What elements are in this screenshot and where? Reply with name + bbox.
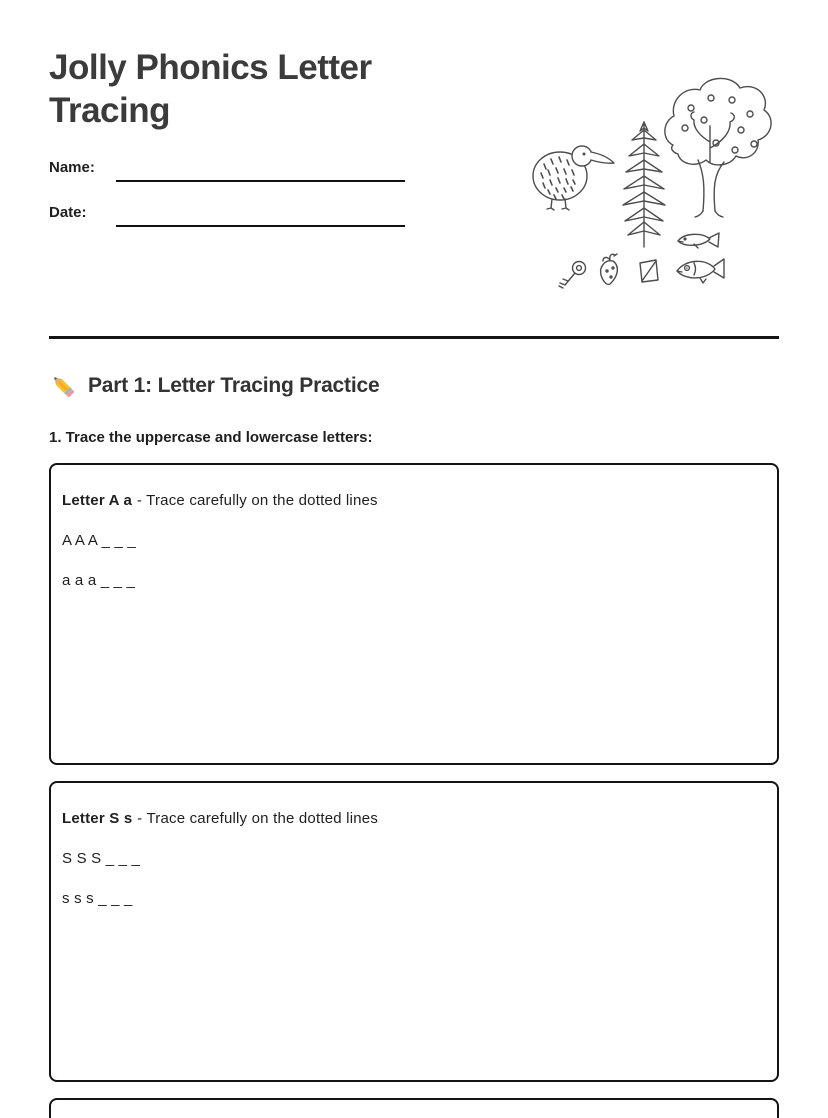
letter-label: Letter A a <box>62 492 133 509</box>
exercise-box-letter-a <box>49 463 779 765</box>
worksheet-title: Jolly Phonics Letter Tracing <box>49 48 372 130</box>
folded-card-icon <box>640 260 658 282</box>
uppercase-trace-row: A A A _ _ _ <box>62 532 136 549</box>
big-fish-icon <box>677 259 724 283</box>
phonics-illustration <box>510 70 790 300</box>
lowercase-trace-row: a a a _ _ _ <box>62 572 136 589</box>
exercise-box-partial <box>49 1098 779 1118</box>
part1-heading: Part 1: Letter Tracing Practice <box>88 374 380 397</box>
date-line <box>116 225 405 227</box>
kiwi-bird-icon <box>533 146 614 210</box>
uppercase-trace-row: S S S _ _ _ <box>62 850 141 867</box>
exercise-title-row <box>62 491 766 510</box>
fruit-tree-icon <box>665 78 771 217</box>
key-icon <box>559 262 586 289</box>
trace-note: - Trace carefully on the dotted lines <box>136 492 378 509</box>
name-line <box>116 180 405 182</box>
small-fish-icon <box>678 233 719 248</box>
fern-icon <box>623 122 665 247</box>
section-divider <box>49 336 779 339</box>
exercise-box-letter-s <box>49 781 779 1082</box>
name-field-row <box>49 159 409 195</box>
pencil-icon <box>49 372 77 400</box>
strawberry-icon <box>601 254 618 284</box>
exercise-title-row <box>62 809 766 828</box>
trace-note: - Trace carefully on the dotted lines <box>137 810 379 827</box>
name-label: Name: <box>49 159 95 176</box>
part1-heading-row <box>49 372 379 400</box>
date-label: Date: <box>49 204 87 221</box>
letter-label: Letter S s <box>62 810 133 827</box>
date-field-row <box>49 204 409 240</box>
lowercase-trace-row: s s s _ _ _ <box>62 890 133 907</box>
part1-instruction: 1. Trace the uppercase and lowercase letters: <box>49 429 373 446</box>
